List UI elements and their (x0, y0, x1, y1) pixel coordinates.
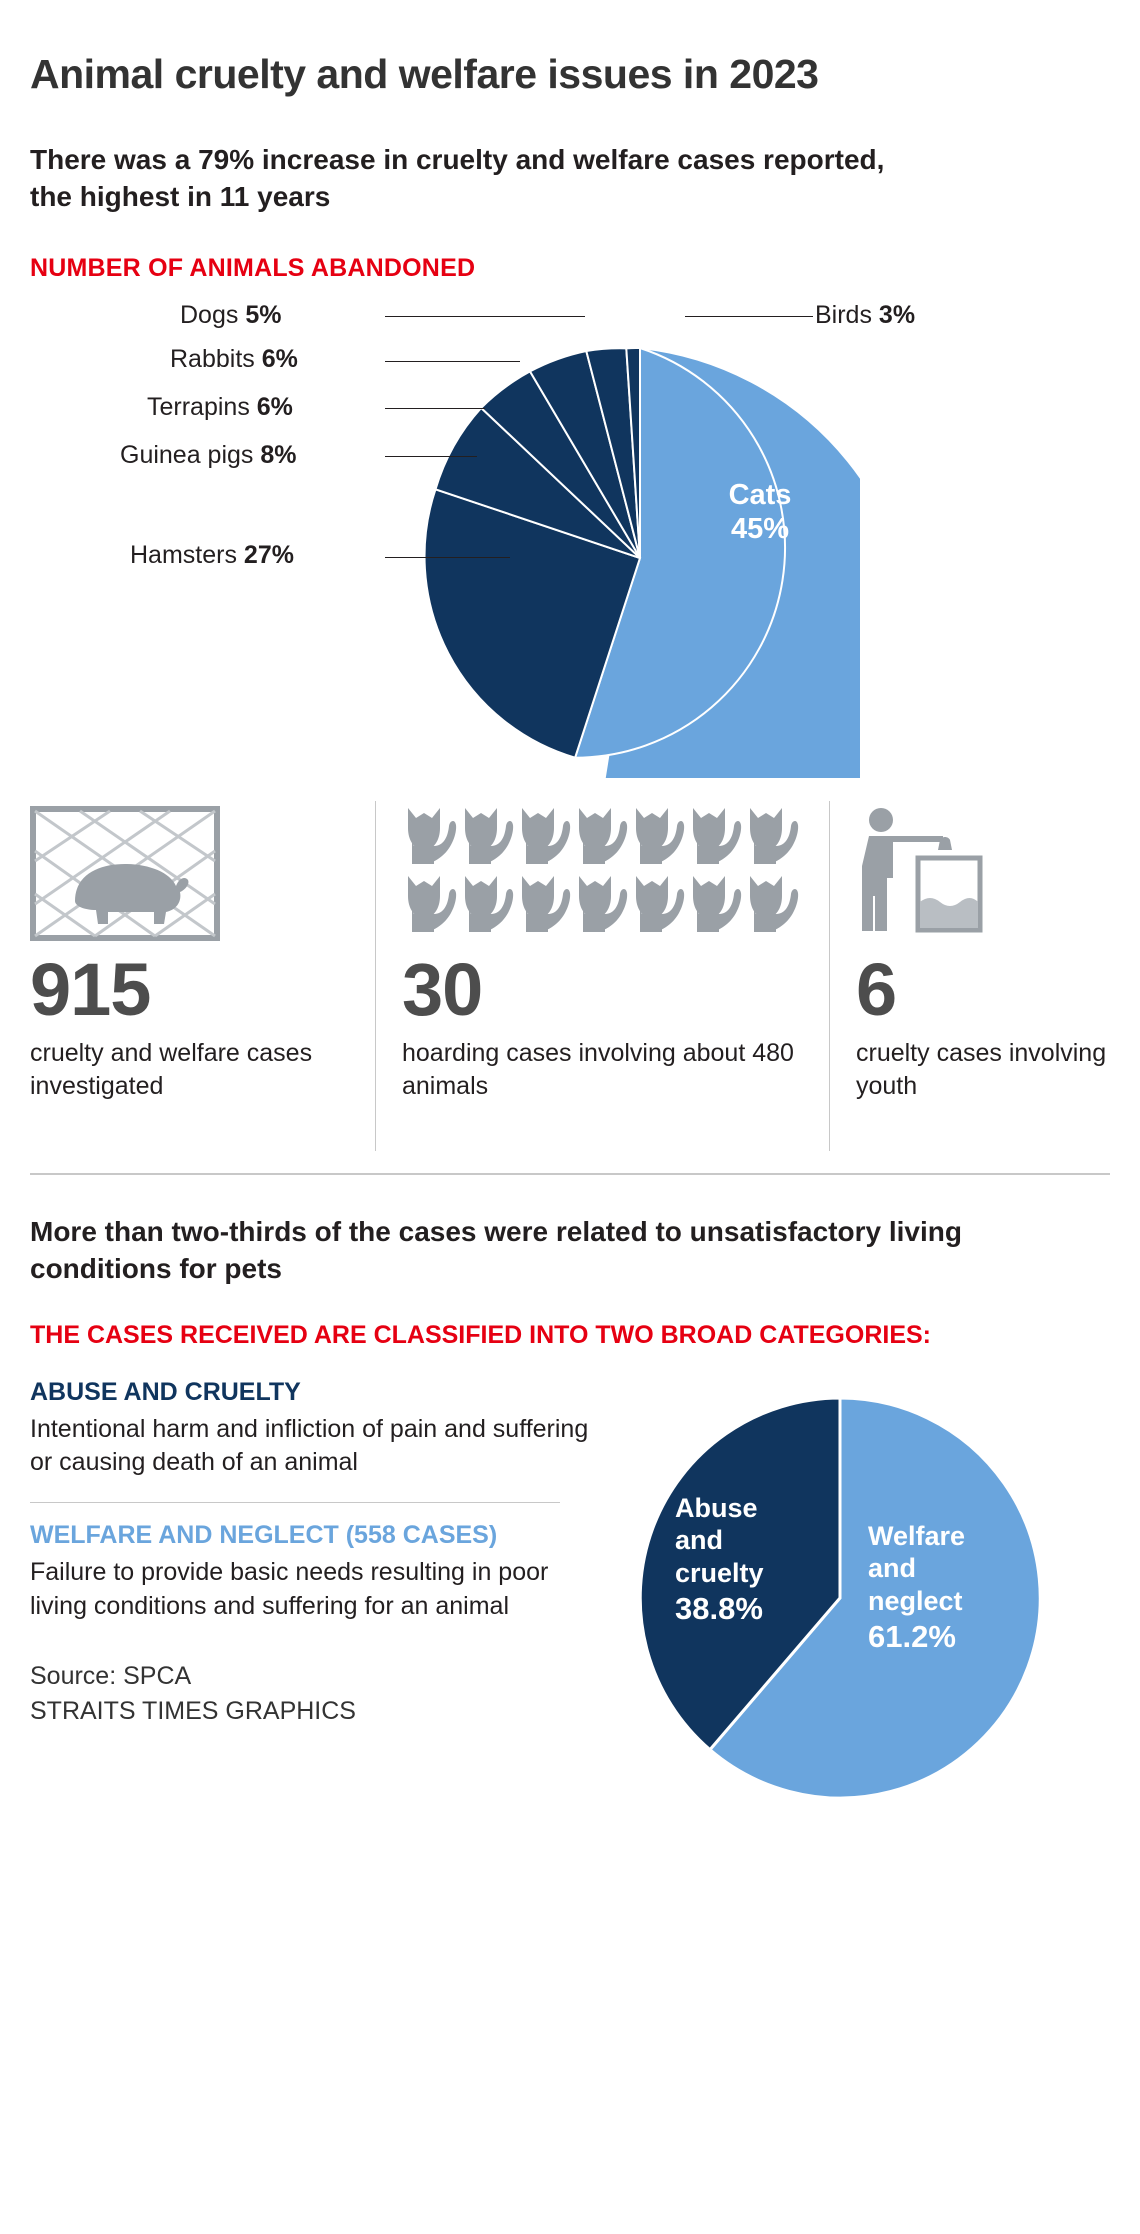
categories-list (30, 1370, 610, 1730)
pie-chart-categories (610, 1370, 1110, 1730)
callout-rabbits-name: Rabbits (170, 344, 255, 373)
section-divider (30, 1173, 1110, 1175)
stat-number-6: 6 (856, 947, 897, 1031)
pie-slice-label-welfare-l3: neglect (868, 1586, 963, 1617)
callout-hamsters (130, 541, 294, 570)
callout-guinea-pigs (120, 441, 297, 470)
category-title-welfare: WELFARE AND NEGLECT (558 CASES) (30, 1521, 498, 1550)
stat-hoarding-cases (375, 801, 830, 1151)
stat-caption-6: cruelty cases involving youth (856, 1038, 1107, 1100)
stat-caption-915: cruelty and welfare cases investigated (30, 1038, 313, 1100)
callout-dogs-name: Dogs (180, 300, 239, 329)
callout-hamsters-name: Hamsters (130, 540, 237, 569)
category-body-welfare: Failure to provide basic needs resulting in poor living conditions and suffering for an animal (30, 1558, 549, 1620)
pie-slice-label-welfare-l1: Welfare (868, 1520, 966, 1551)
category-body-abuse: Intentional harm and infliction of pain and suffering or causing death of an animal (30, 1414, 589, 1477)
callout-guinea-pigs-name: Guinea pigs (120, 440, 254, 469)
lower-content (30, 1370, 1110, 1730)
callout-rabbits (170, 345, 298, 374)
callout-birds-value: 3% (878, 300, 916, 329)
callout-birds-name: Birds (815, 300, 872, 329)
callout-dogs-value: 5% (245, 300, 282, 329)
pie-slice-label-welfare (868, 1520, 965, 1657)
cats-row-icon (402, 801, 803, 941)
pie-slice-label-welfare-l2: and (868, 1553, 917, 1584)
page-subtitle: There was a 79% increase in cruelty and welfare cases reported, the highest in 11 years (30, 144, 885, 213)
stat-number-915: 915 (30, 947, 151, 1031)
pie-slice-label-cats (680, 478, 840, 548)
callout-dogs (180, 301, 281, 330)
source-line: Source: SPCA (30, 1661, 192, 1690)
leader-line-terrapins (385, 408, 485, 409)
pie-slice-label-abuse-value: 38.8% (675, 1591, 763, 1627)
stat-caption-30: hoarding cases involving about 480 animals (402, 1038, 794, 1100)
stats-row (30, 801, 1110, 1151)
callout-birds (815, 301, 915, 330)
leader-line-hamsters (385, 557, 510, 558)
pie-slice-label-abuse (675, 1492, 764, 1629)
stat-youth-cruelty-cases (830, 801, 1110, 1151)
leader-line-rabbits (385, 361, 520, 362)
category-title-abuse: ABUSE AND CRUELTY (30, 1377, 301, 1406)
pie-slice-label-abuse-l1: Abuse (675, 1492, 758, 1523)
page-title: Animal cruelty and welfare issues in 2023 (30, 51, 819, 97)
section-label-animals-abandoned: NUMBER OF ANIMALS ABANDONED (30, 253, 476, 282)
category-divider (30, 1502, 560, 1503)
pie-slice-label-welfare-value: 61.2% (868, 1619, 956, 1655)
pie-slice-label-abuse-l2: and (675, 1525, 724, 1556)
person-abandoning-pet-icon (856, 801, 1110, 941)
pie-chart-abandoned-animals (30, 293, 1110, 773)
infographic-page (0, 52, 1140, 2234)
caged-dog-icon (30, 801, 351, 941)
callout-rabbits-value: 6% (261, 344, 298, 373)
callout-hamsters-value: 27% (243, 540, 294, 569)
callout-guinea-pigs-value: 8% (260, 440, 297, 469)
leader-line-dogs (385, 316, 585, 317)
leader-line-birds (685, 316, 813, 317)
callout-terrapins-name: Terrapins (147, 392, 250, 421)
pie-chart-1-svg (420, 338, 860, 778)
pie-slice-label-abuse-l3: cruelty (675, 1558, 764, 1589)
pie-slice-label-cats-name: Cats (728, 478, 792, 511)
callout-terrapins (147, 393, 293, 422)
stat-cruelty-cases-investigated (30, 801, 375, 1151)
pie-slice-label-cats-value: 45% (730, 513, 790, 546)
callout-terrapins-value: 6% (256, 392, 293, 421)
stat-number-30: 30 (402, 947, 483, 1031)
credit-line: STRAITS TIMES GRAPHICS (30, 1697, 356, 1726)
leader-line-guinea-pigs (385, 456, 477, 457)
lower-red-heading: THE CASES RECEIVED ARE CLASSIFIED INTO TWO BROAD CATEGORIES: (30, 1321, 931, 1350)
lower-subtitle: More than two-thirds of the cases were related to unsatisfactory living conditions for pets (30, 1215, 962, 1284)
